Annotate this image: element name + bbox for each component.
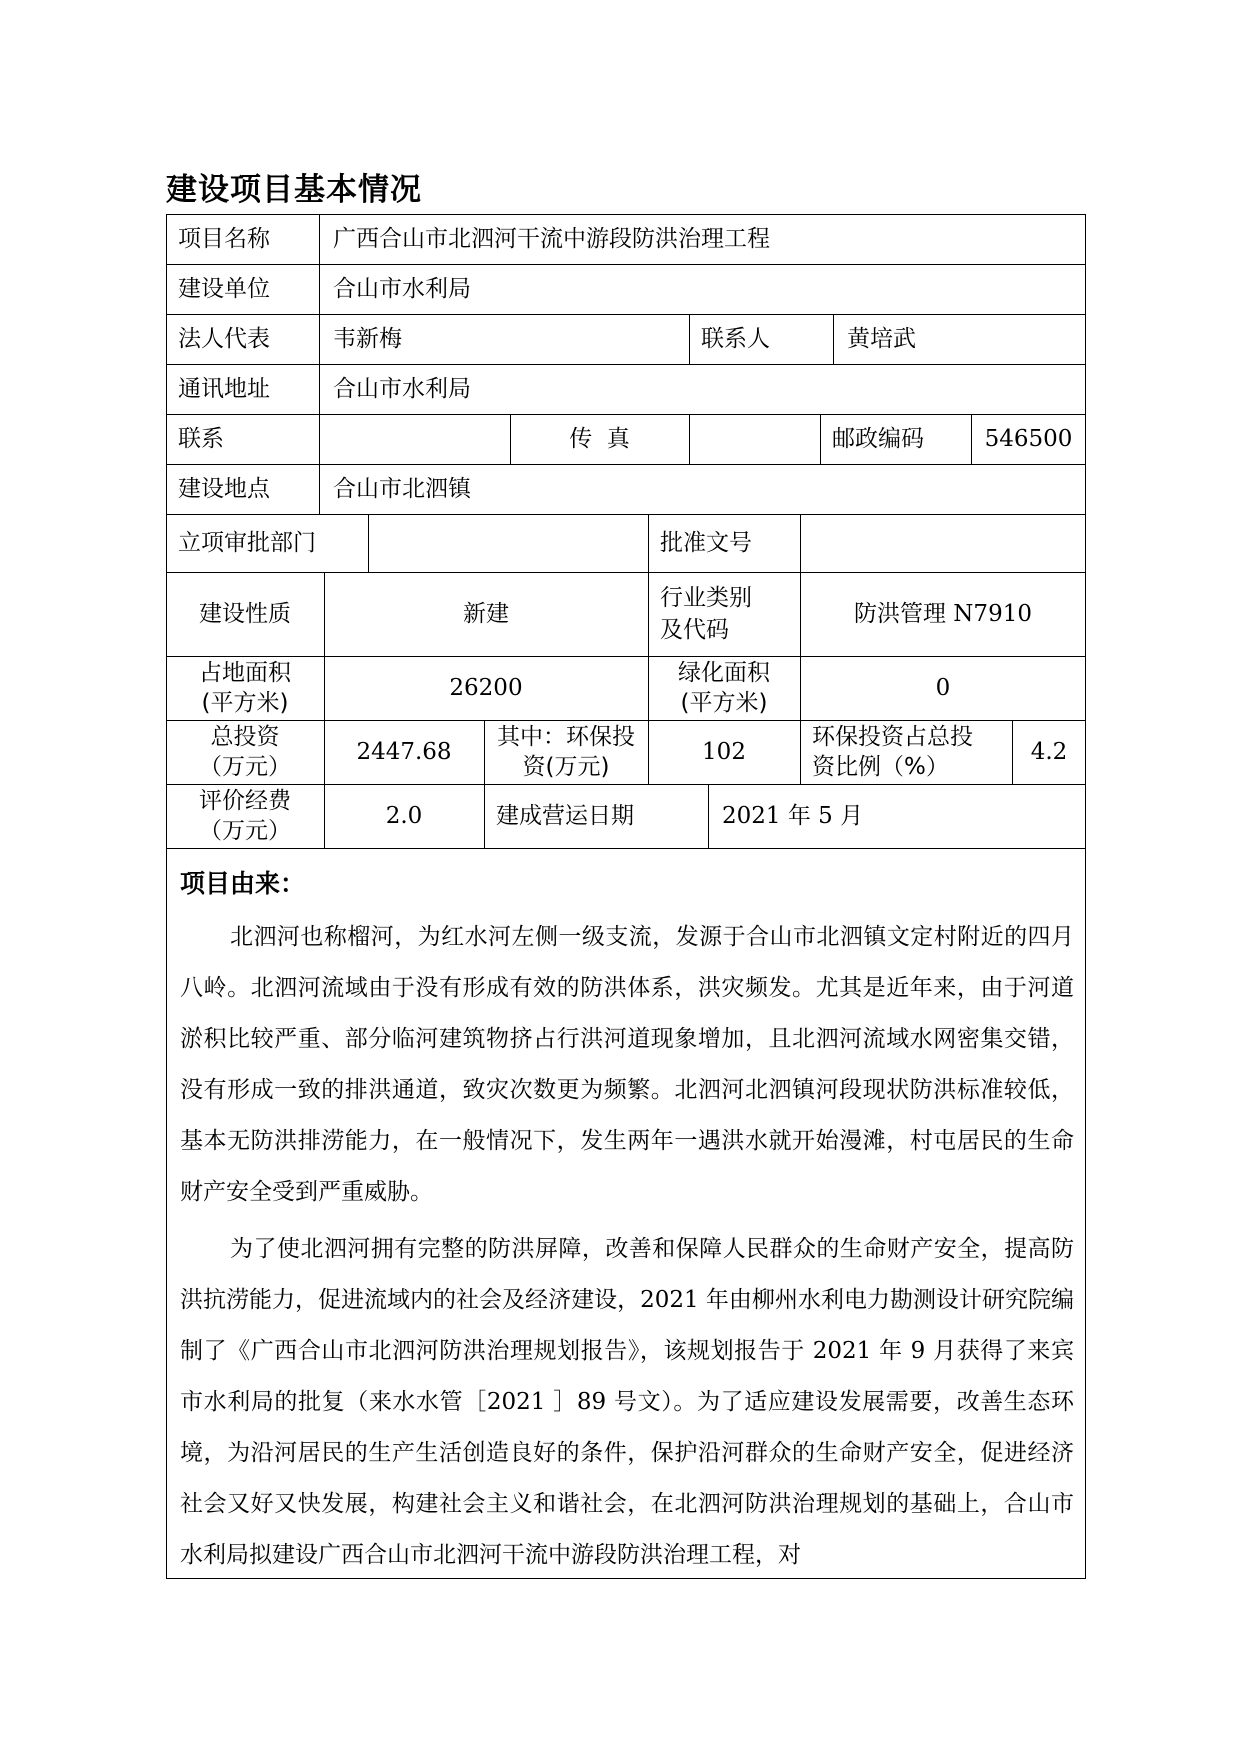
row-site (166, 464, 1086, 514)
site-value: 合山市北泗镇 (333, 476, 471, 502)
industry-label-line1: 行业类别 (660, 585, 752, 611)
builder-label: 建设单位 (178, 276, 270, 302)
builder-value: 合山市水利局 (333, 276, 471, 302)
phone-label: 联系 (178, 426, 224, 452)
operation-date-label: 建成营运日期 (496, 803, 634, 829)
operation-date-value: 2021 年 5 月 (722, 803, 864, 829)
approval-dept-label: 立项审批部门 (178, 530, 316, 556)
total-invest-label-line1: 总投资 (210, 724, 280, 750)
row-phone-fax (166, 414, 1086, 464)
industry-label-line2: 及代码 (660, 617, 729, 643)
fax-label: 传 真 (569, 426, 630, 452)
total-invest-value: 2447.68 (356, 739, 452, 765)
row-eval-cost (166, 784, 1086, 848)
approval-no-label: 批准文号 (660, 530, 752, 556)
env-invest-label-line2: 资(万元) (522, 754, 610, 780)
approval-no-value (800, 514, 1086, 572)
contact-person-value: 黄培武 (847, 326, 916, 352)
env-invest-value: 102 (702, 739, 746, 765)
land-area-value: 26200 (449, 675, 523, 701)
land-area-label-line2: (平方米) (201, 690, 289, 716)
page-title: 建设项目基本情况 (166, 172, 422, 208)
row-builder (166, 264, 1086, 314)
eval-cost-label (166, 784, 324, 848)
legal-rep-value: 韦新梅 (333, 326, 402, 352)
origin-body (180, 912, 1074, 1587)
eval-cost-label-line1: 评价经费 (199, 788, 291, 814)
site-label: 建设地点 (178, 476, 270, 502)
row-investment (166, 720, 1086, 784)
postal-value: 546500 (984, 426, 1073, 452)
green-area-label (648, 656, 800, 720)
env-ratio-label-line2: 资比例（%） (812, 754, 949, 780)
land-area-label (166, 656, 324, 720)
legal-rep-label: 法人代表 (178, 326, 270, 352)
env-ratio-label (800, 720, 1012, 784)
row-project-name (166, 214, 1086, 264)
industry-value: 防洪管理 N7910 (854, 601, 1032, 627)
project-name-label: 项目名称 (178, 226, 270, 252)
table-rule (166, 848, 1086, 849)
project-name-value: 广西合山市北泗河干流中游段防洪治理工程 (333, 226, 770, 252)
env-ratio-value: 4.2 (1030, 739, 1068, 765)
row-nature (166, 572, 1086, 656)
land-area-label-line1: 占地面积 (199, 660, 291, 686)
green-area-label-line2: (平方米) (680, 690, 768, 716)
phone-value (319, 414, 510, 464)
row-address (166, 364, 1086, 414)
nature-label: 建设性质 (199, 601, 291, 627)
total-invest-label (166, 720, 324, 784)
env-ratio-label-line1: 环保投资占总投 (812, 724, 973, 750)
green-area-label-line1: 绿化面积 (678, 660, 770, 686)
approval-dept-value (368, 514, 648, 572)
origin-heading: 项目由来： (180, 869, 306, 898)
green-area-value: 0 (935, 675, 951, 701)
row-area (166, 656, 1086, 720)
origin-paragraph-2: 为了使北泗河拥有完整的防洪屏障，改善和保障人民群众的生命财产安全，提高防洪抗涝能力，促进流域内的社会及经济建设，2021 年由柳州水利电力勘测设计研究院编制了《广西合山市北泗河防洪治理规划报告》，该规划报告于 2021 年 9 月获得了来宾市水利局的批复（来水水管［2021 ］89 号文）。为了适应建设发展需要，改善生态环境，为沿河居民的生产生活创造良好的条件，保护沿河群众的生命财产安全，促进经济社会又好又快发展，构建社会主义和谐社会，在北泗河防洪治理规划的基础上，合山市水利局拟建设广西合山市北泗河干流中游段防洪治理工程，对 (180, 1236, 1075, 1568)
origin-paragraph-1: 北泗河也称榴河，为红水河左侧一级支流，发源于合山市北泗镇文定村附近的四月八岭。北泗河流域由于没有形成有效的防洪体系，洪灾频发。尤其是近年来，由于河道淤积比较严重、部分临河建筑物挤占行洪河道现象增加，且北泗河流域水网密集交错，没有形成一致的排洪通道，致灾次数更为频繁。北泗河北泗镇河段现状防洪标准较低，基本无防洪排涝能力，在一般情况下，发生两年一遇洪水就开始漫滩，村屯居民的生命财产安全受到严重威胁。 (180, 924, 1074, 1205)
env-invest-label-line1: 其中：环保投 (497, 724, 635, 750)
industry-label (648, 572, 800, 656)
eval-cost-label-line2: （万元） (199, 818, 291, 844)
fax-value (689, 414, 820, 464)
row-approval (166, 514, 1086, 572)
row-legal-rep (166, 314, 1086, 364)
env-invest-label (484, 720, 648, 784)
postal-label: 邮政编码 (832, 426, 924, 452)
eval-cost-value: 2.0 (385, 803, 423, 829)
address-value: 合山市水利局 (333, 376, 471, 402)
nature-value: 新建 (463, 601, 509, 627)
contact-person-label: 联系人 (701, 326, 770, 352)
address-label: 通讯地址 (178, 376, 270, 402)
total-invest-label-line2: （万元） (199, 754, 291, 780)
